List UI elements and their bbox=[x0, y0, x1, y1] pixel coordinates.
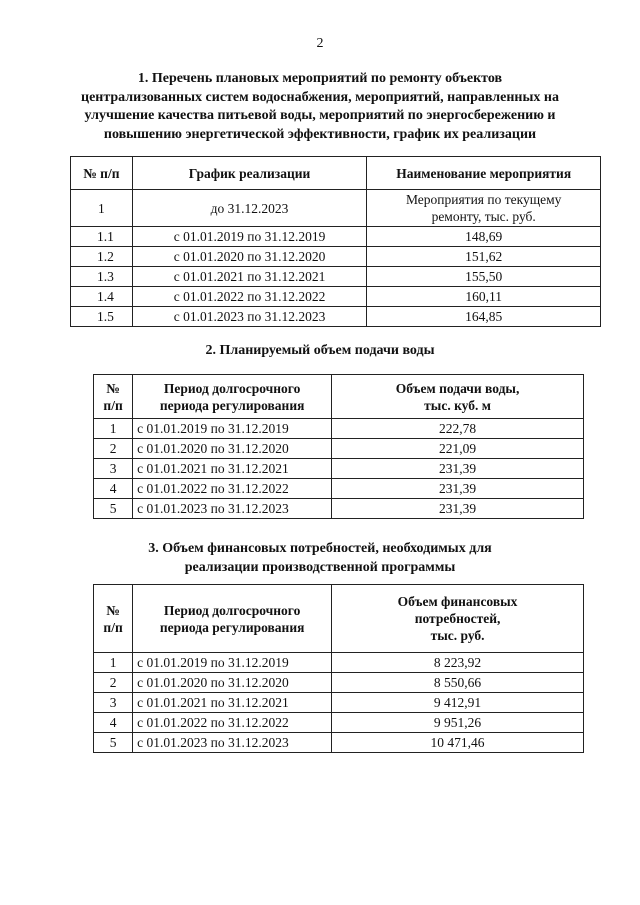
cell-period: с 01.01.2022 по 31.12.2022 bbox=[132, 287, 367, 307]
cell-num: 4 bbox=[94, 479, 133, 499]
table-row bbox=[94, 653, 584, 673]
cell-value: 221,09 bbox=[332, 439, 584, 459]
table-row bbox=[94, 479, 584, 499]
cell-num: 1 bbox=[71, 190, 133, 227]
cell-num: 4 bbox=[94, 713, 133, 733]
header-line: № bbox=[106, 380, 120, 396]
cell-value: 231,39 bbox=[332, 499, 584, 519]
header-num: № п/п bbox=[71, 157, 133, 190]
table-row bbox=[94, 459, 584, 479]
section2-title: 2. Планируемый объем подачи воды bbox=[205, 343, 435, 358]
cell-value: 9 951,26 bbox=[332, 713, 584, 733]
cell-measure-name bbox=[367, 190, 601, 227]
table-row bbox=[94, 499, 584, 519]
water-supply-table bbox=[93, 374, 584, 519]
header-num bbox=[94, 585, 133, 653]
section3-title-line: реализации производственной программы bbox=[184, 559, 456, 575]
cell-value: 231,39 bbox=[332, 479, 584, 499]
section1-title bbox=[0, 70, 640, 144]
cell-num: 3 bbox=[94, 459, 133, 479]
cell-num: 2 bbox=[94, 673, 133, 693]
header-schedule: График реализации bbox=[132, 157, 367, 190]
cell-num: 5 bbox=[94, 733, 133, 753]
table-row bbox=[71, 287, 601, 307]
financial-needs-table bbox=[93, 584, 584, 753]
cell-period: с 01.01.2021 по 31.12.2021 bbox=[132, 267, 367, 287]
header-line: потребностей, bbox=[414, 611, 501, 626]
cell-value: 9 412,91 bbox=[332, 693, 584, 713]
cell-num: 1.5 bbox=[71, 307, 133, 327]
section1-title-line: улучшение качества питьевой воды, мероприятий по энергосбережению и bbox=[84, 108, 556, 123]
section1-title-line: централизованных систем водоснабжения, мероприятий, направленных на bbox=[81, 89, 559, 105]
table-row bbox=[71, 227, 601, 247]
cell-value: 222,78 bbox=[332, 419, 584, 439]
table-row bbox=[71, 267, 601, 287]
cell-period: с 01.01.2019 по 31.12.2019 bbox=[132, 227, 367, 247]
section3-title-line: 3. Объем финансовых потребностей, необходимых для bbox=[148, 541, 492, 556]
header-line: Объем подачи воды, bbox=[395, 380, 520, 396]
header-line: тыс. руб. bbox=[430, 628, 485, 643]
table-row bbox=[94, 693, 584, 713]
header-line: периода регулирования bbox=[159, 397, 305, 413]
cell-period: с 01.01.2022 по 31.12.2022 bbox=[133, 479, 332, 499]
cell-value: 155,50 bbox=[367, 267, 601, 287]
cell-num: 5 bbox=[94, 499, 133, 519]
header-line: п/п bbox=[103, 619, 123, 635]
header-line: Объем финансовых bbox=[397, 594, 518, 609]
table-row bbox=[94, 419, 584, 439]
header-line: тыс. куб. м bbox=[424, 397, 491, 413]
cell-num: 1.3 bbox=[71, 267, 133, 287]
header-line: п/п bbox=[103, 397, 123, 413]
table-row bbox=[71, 247, 601, 267]
header-line: Период долгосрочного bbox=[163, 602, 301, 618]
cell-period: с 01.01.2022 по 31.12.2022 bbox=[133, 713, 332, 733]
cell-period: с 01.01.2023 по 31.12.2023 bbox=[132, 307, 367, 327]
cell-num: 3 bbox=[94, 693, 133, 713]
cell-period: с 01.01.2020 по 31.12.2020 bbox=[132, 247, 367, 267]
header-period bbox=[133, 585, 332, 653]
page-number: 2 bbox=[316, 36, 324, 51]
cell-num: 1 bbox=[94, 653, 133, 673]
cell-period: с 01.01.2023 по 31.12.2023 bbox=[133, 733, 332, 753]
cell-value: 8 550,66 bbox=[332, 673, 584, 693]
cell-period: с 01.01.2021 по 31.12.2021 bbox=[133, 693, 332, 713]
header-financial bbox=[332, 585, 584, 653]
cell-period: с 01.01.2019 по 31.12.2019 bbox=[133, 419, 332, 439]
cell-value: 151,62 bbox=[367, 247, 601, 267]
cell-period: с 01.01.2020 по 31.12.2020 bbox=[133, 673, 332, 693]
cell-period: с 01.01.2020 по 31.12.2020 bbox=[133, 439, 332, 459]
header-period bbox=[133, 375, 332, 419]
measure-name-line: Мероприятия по текущему bbox=[405, 192, 562, 207]
table-row bbox=[71, 190, 601, 227]
cell-value: 231,39 bbox=[332, 459, 584, 479]
cell-num: 2 bbox=[94, 439, 133, 459]
section1-title-line: 1. Перечень плановых мероприятий по ремонту объектов bbox=[137, 71, 503, 86]
cell-period: с 01.01.2023 по 31.12.2023 bbox=[133, 499, 332, 519]
header-line: Период долгосрочного bbox=[163, 380, 301, 396]
table-row bbox=[94, 673, 584, 693]
table-row bbox=[94, 713, 584, 733]
cell-value: 164,85 bbox=[367, 307, 601, 327]
cell-num: 1.1 bbox=[71, 227, 133, 247]
section1-title-line: повышению энергетической эффективности, график их реализации bbox=[103, 126, 537, 142]
section3-title bbox=[0, 540, 640, 577]
cell-num: 1 bbox=[94, 419, 133, 439]
cell-value: 8 223,92 bbox=[332, 653, 584, 673]
measure-name-line: ремонту, тыс. руб. bbox=[431, 209, 536, 224]
cell-period: с 01.01.2021 по 31.12.2021 bbox=[133, 459, 332, 479]
header-line: № bbox=[106, 602, 120, 618]
table-row bbox=[71, 307, 601, 327]
table-row bbox=[94, 733, 584, 753]
header-measure-name: Наименование мероприятия bbox=[367, 157, 601, 190]
cell-value: 160,11 bbox=[367, 287, 601, 307]
header-volume bbox=[332, 375, 584, 419]
cell-value: 148,69 bbox=[367, 227, 601, 247]
cell-period: с 01.01.2019 по 31.12.2019 bbox=[133, 653, 332, 673]
measures-table bbox=[70, 156, 601, 327]
cell-value: 10 471,46 bbox=[332, 733, 584, 753]
cell-num: 1.4 bbox=[71, 287, 133, 307]
cell-num: 1.2 bbox=[71, 247, 133, 267]
cell-period: до 31.12.2023 bbox=[132, 190, 367, 227]
header-line: периода регулирования bbox=[159, 619, 305, 635]
header-num bbox=[94, 375, 133, 419]
table-row bbox=[94, 439, 584, 459]
